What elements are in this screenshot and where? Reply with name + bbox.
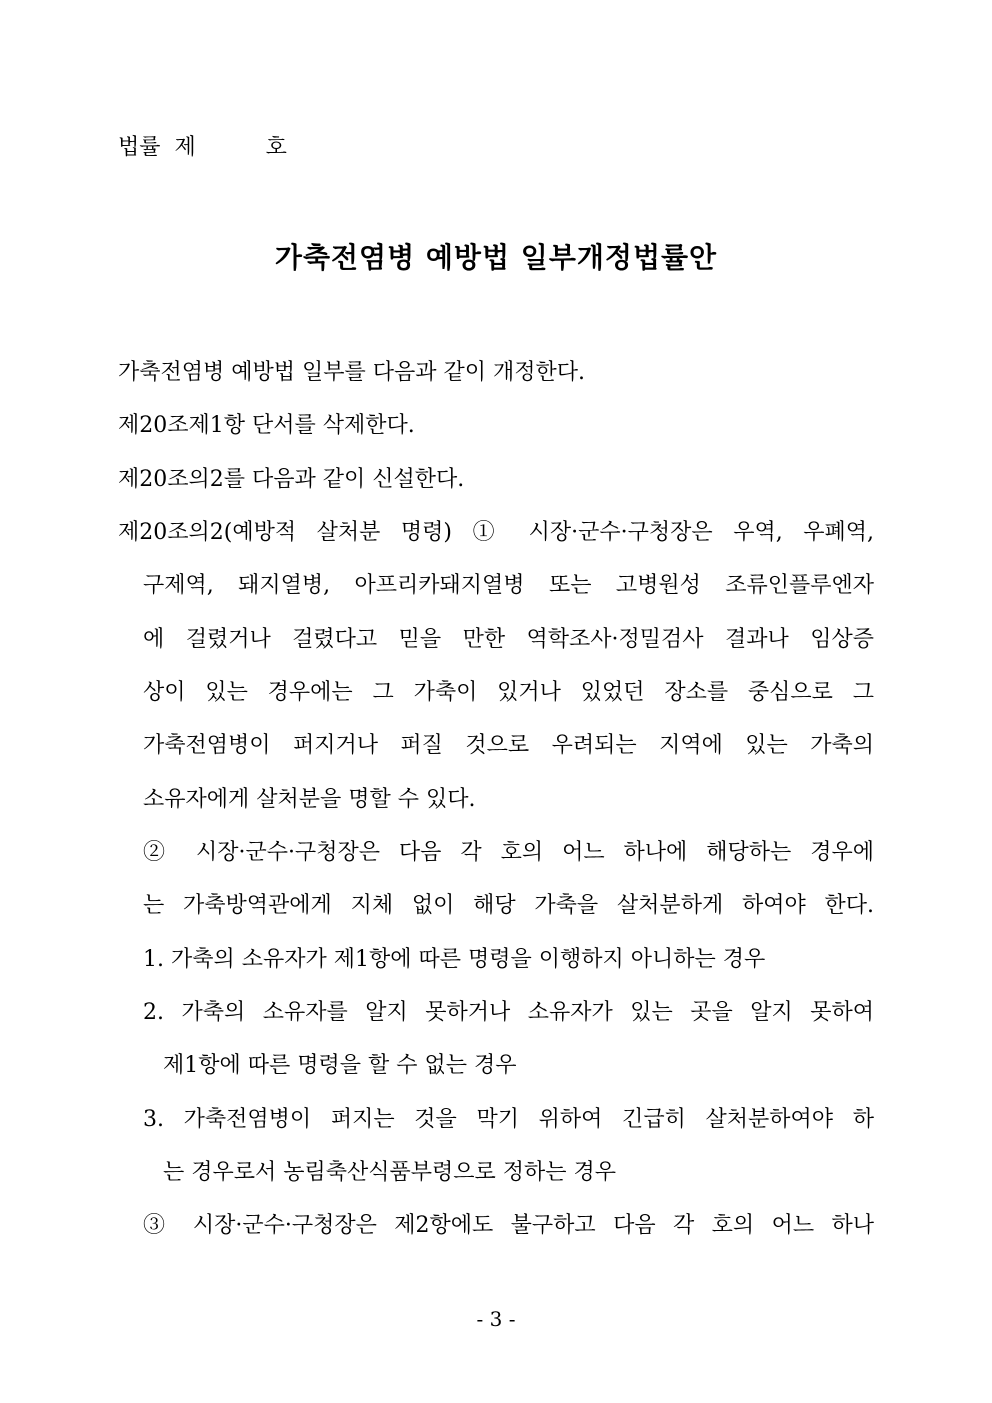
paragraph-3-line: ③ 시장·군수·구청장은 제2항에도 불구하고 다음 각 호의 어느 하나	[143, 1213, 874, 1238]
list-item-2: 2. 가축의 소유자를 알지 못하거나 소유자가 있는 곳을 알지 못하여	[143, 1000, 874, 1025]
bill-title: 가축전염병 예방법 일부개정법률안	[274, 241, 718, 274]
paragraph-2-line: ② 시장·군수·구청장은 다음 각 호의 어느 하나에 해당하는 경우에	[143, 840, 874, 865]
intro-sentence: 가축전염병 예방법 일부를 다음과 같이 개정한다.	[118, 360, 586, 385]
paragraph-2-line: 는 가축방역관에게 지체 없이 해당 가축을 살처분하게 하여야 한다.	[143, 893, 874, 918]
article-line: 소유자에게 살처분을 명할 수 있다.	[143, 787, 476, 812]
list-item-3: 3. 가축전염병이 퍼지는 것을 막기 위하여 긴급히 살처분하여야 하	[143, 1107, 874, 1132]
page-number: - 3 -	[476, 1307, 516, 1331]
article-line: 상이 있는 경우에는 그 가축이 있거나 있었던 장소를 중심으로 그	[143, 680, 874, 705]
list-item-3-continuation: 는 경우로서 농림축산식품부령으로 정하는 경우	[163, 1160, 617, 1185]
list-item-2-continuation: 제1항에 따른 명령을 할 수 없는 경우	[163, 1053, 517, 1078]
article-line: 구제역, 돼지열병, 아프리카돼지열병 또는 고병원성 조류인플루엔자	[143, 573, 874, 598]
article-line: 에 걸렸거나 걸렸다고 믿을 만한 역학조사·정밀검사 결과나 임상증	[143, 627, 874, 652]
article-line: 가축전염병이 퍼지거나 퍼질 것으로 우려되는 지역에 있는 가축의	[143, 733, 874, 758]
article-line: 제20조의2(예방적 살처분 명령) ① 시장·군수·구청장은 우역, 우폐역,	[118, 520, 874, 545]
law-number-label: 법률 제 호	[118, 135, 287, 160]
amendment-line-2: 제20조의2를 다음과 같이 신설한다.	[118, 467, 465, 492]
amendment-line-1: 제20조제1항 단서를 삭제한다.	[118, 413, 415, 438]
list-item-1: 1. 가축의 소유자가 제1항에 따른 명령을 이행하지 아니하는 경우	[143, 947, 766, 972]
